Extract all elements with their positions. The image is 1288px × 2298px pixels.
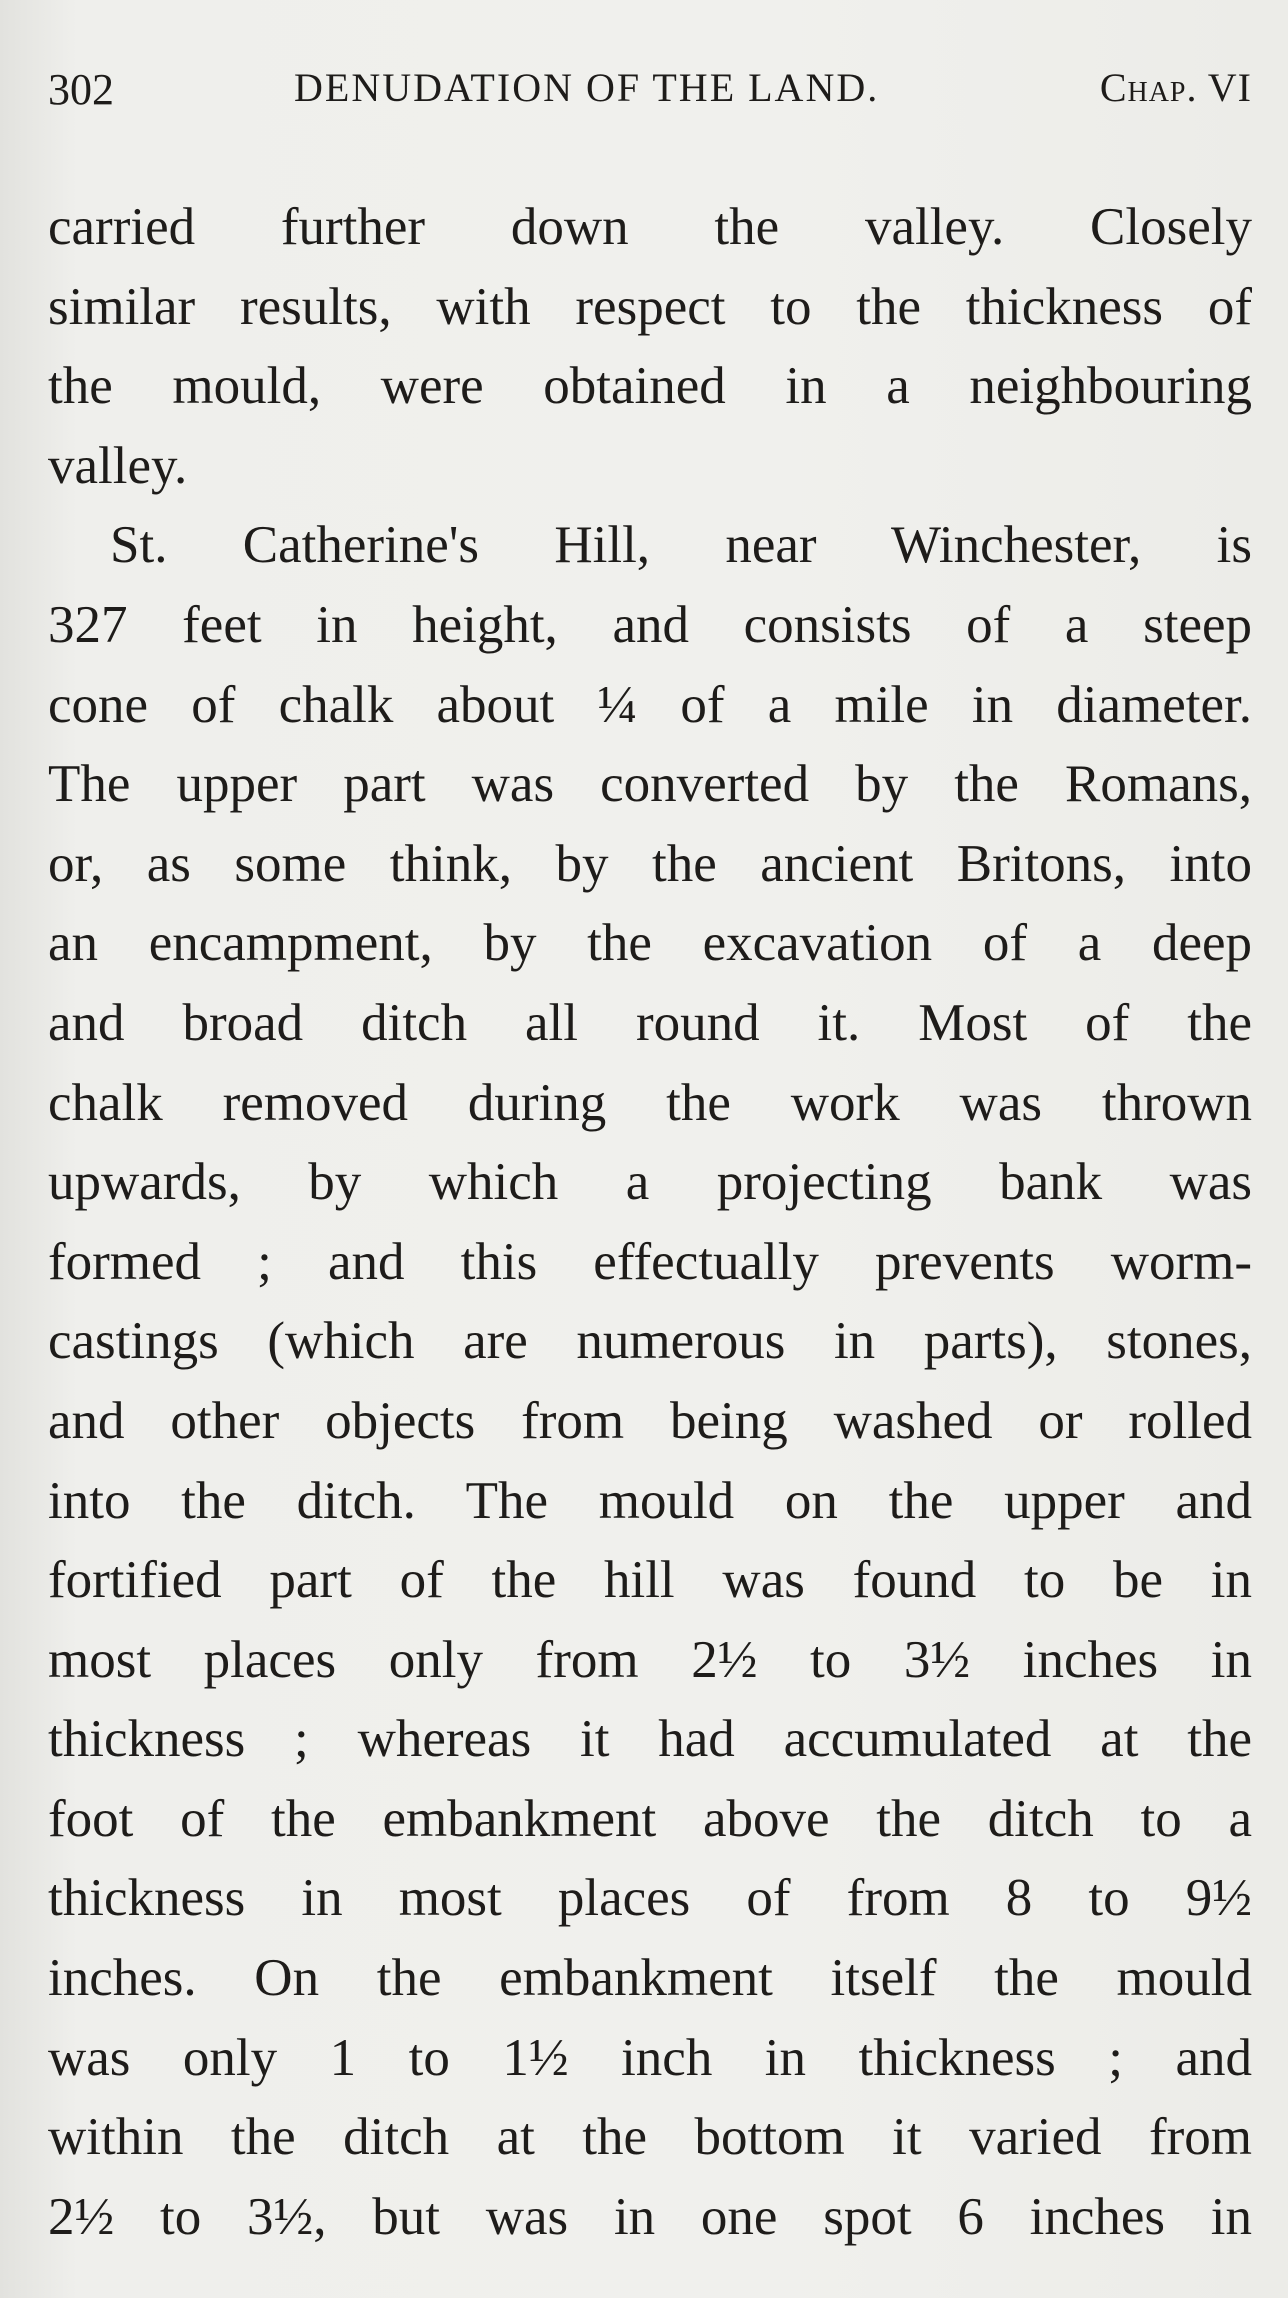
chapter-label: Chap. VI bbox=[1099, 65, 1252, 110]
text-line: and broad ditch all round it. Most of the bbox=[48, 993, 1252, 1052]
page-number: 302 bbox=[48, 65, 114, 114]
text-line: castings (which are numerous in parts), stones, bbox=[48, 1312, 1252, 1371]
text-line: 2½ to 3½, but was in one spot 6 inches in bbox=[48, 2187, 1252, 2246]
text-line: thickness in most places of from 8 to 9½ bbox=[48, 1869, 1252, 1928]
text-line: was only 1 to 1½ inch in thickness ; and bbox=[48, 2028, 1252, 2087]
text-line: an encampment, by the excavation of a deep bbox=[48, 914, 1252, 973]
text-line: into the ditch. The mould on the upper and bbox=[48, 1471, 1252, 1530]
text-line: similar results, with respect to the thickness of bbox=[48, 277, 1252, 336]
text-line: or, as some think, by the ancient Britons, into bbox=[48, 834, 1252, 893]
text-line: St. Catherine's Hill, near Winchester, is bbox=[110, 516, 1252, 575]
text-line: fortified part of the hill was found to be in bbox=[48, 1551, 1252, 1610]
text-line: formed ; and this effectually prevents worm- bbox=[48, 1232, 1252, 1291]
text-line: carried further down the valley. Closely bbox=[48, 198, 1252, 256]
text-line: 327 feet in height, and consists of a steep bbox=[48, 595, 1252, 654]
text-line: within the ditch at the bottom it varied from bbox=[48, 2108, 1252, 2167]
text-line: cone of chalk about ¼ of a mile in diameter. bbox=[48, 675, 1252, 734]
text-line: foot of the embankment above the ditch to a bbox=[48, 1789, 1252, 1848]
running-head bbox=[48, 64, 1252, 124]
text-line: valley. bbox=[48, 436, 188, 495]
text-line: most places only from 2½ to 3½ inches in bbox=[48, 1630, 1252, 1689]
text-line: inches. On the embankment itself the mould bbox=[48, 1949, 1252, 2008]
text-line: chalk removed during the work was thrown bbox=[48, 1073, 1252, 1132]
text-line: the mould, were obtained in a neighbouring bbox=[48, 357, 1252, 416]
text-line: The upper part was converted by the Romans, bbox=[48, 755, 1252, 814]
text-line: and other objects from being washed or rolled bbox=[48, 1391, 1252, 1450]
running-title: DENUDATION OF THE LAND. bbox=[294, 65, 880, 110]
text-line: upwards, by which a projecting bank was bbox=[48, 1153, 1252, 1212]
body-text bbox=[48, 188, 1252, 2257]
text-line: thickness ; whereas it had accumulated at the bbox=[48, 1710, 1252, 1769]
